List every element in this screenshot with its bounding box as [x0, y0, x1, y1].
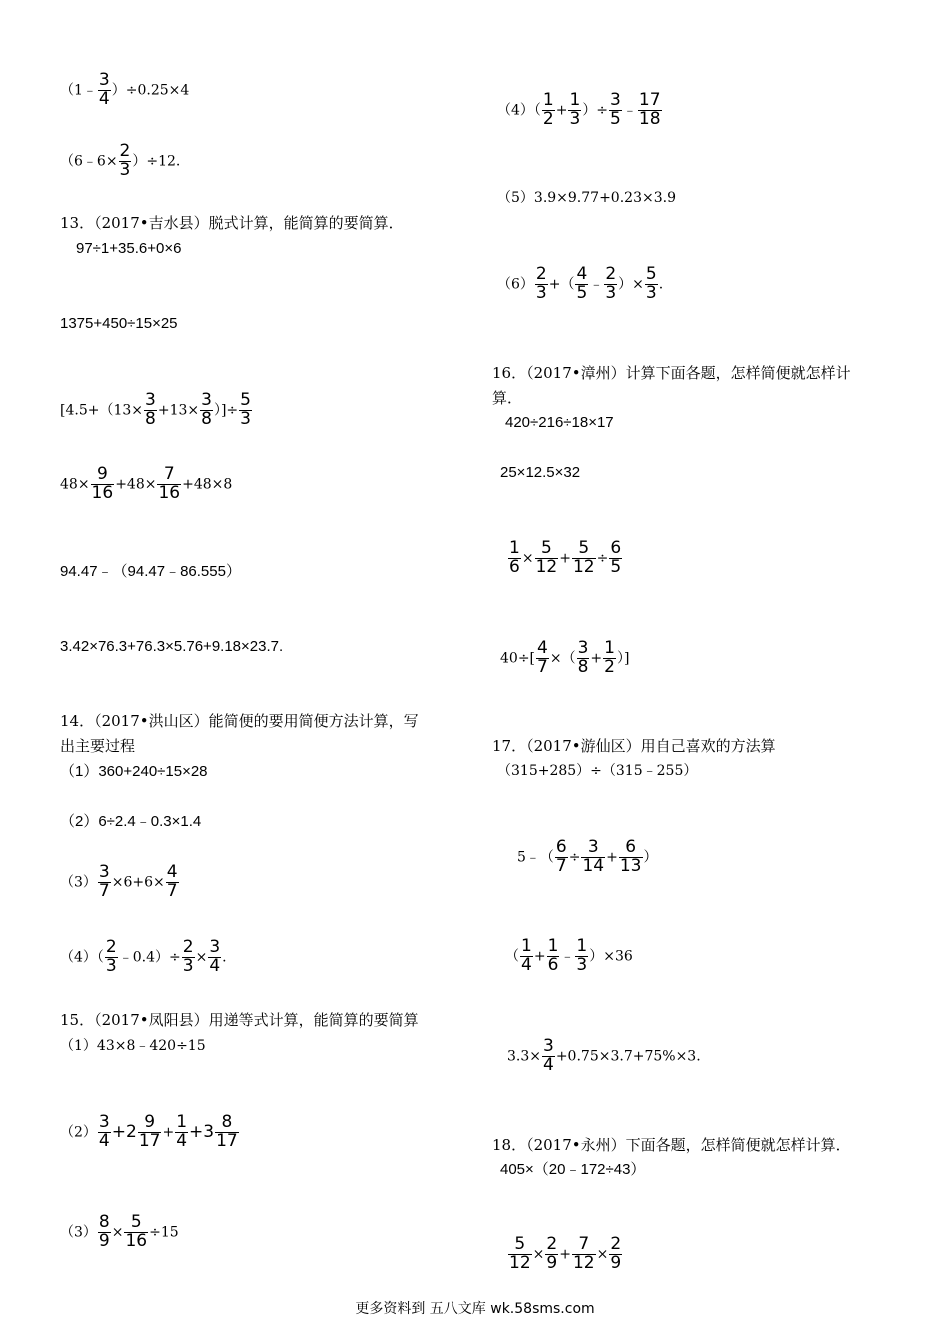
fraction-denominator: 4 — [98, 88, 110, 109]
fraction-denominator: 14 — [582, 855, 605, 876]
fraction-numerator: 1 — [576, 936, 588, 956]
fraction-denominator: 17 — [216, 1130, 238, 1151]
fraction-numerator: 3 — [581, 839, 605, 858]
fraction-numerator: 7 — [572, 1236, 596, 1255]
fraction — [572, 1236, 596, 1273]
fraction — [536, 640, 549, 677]
fraction-numerator: 3 — [209, 937, 221, 957]
expr-right-6 — [497, 266, 663, 303]
expr-text: ÷15 — [149, 1224, 179, 1241]
fraction-denominator: 16 — [125, 1230, 148, 1251]
fraction-denominator: 12 — [535, 556, 558, 577]
expr-text: （ — [505, 948, 519, 965]
q16-expr-3 — [507, 540, 623, 577]
fraction-denominator: 3 — [119, 159, 131, 180]
fraction — [555, 839, 568, 876]
fraction-numerator: 3 — [98, 862, 110, 882]
fraction-numerator: 1 — [176, 1112, 188, 1132]
fraction — [575, 266, 588, 303]
fraction-denominator: 16 — [91, 482, 114, 503]
fraction-numerator: 8 — [215, 1114, 239, 1133]
fraction-denominator: 8 — [577, 656, 589, 677]
fraction — [215, 1114, 239, 1151]
fraction-numerator: 3 — [145, 390, 156, 410]
fraction-denominator: 3 — [182, 955, 194, 976]
expr-text: + — [162, 1124, 175, 1141]
fraction — [609, 540, 622, 577]
fraction — [638, 92, 662, 129]
fraction-numerator: 17 — [638, 90, 661, 110]
fraction-numerator: 9 — [138, 1114, 162, 1133]
fraction-denominator: 7 — [555, 855, 567, 876]
q15-expr-2 — [60, 1114, 240, 1151]
fraction — [542, 1038, 555, 1075]
expr-right-4 — [497, 92, 663, 129]
expr-text: ×6+6× — [111, 874, 165, 891]
expr-left-2 — [60, 143, 180, 180]
fraction — [520, 938, 533, 975]
fraction-numerator: 1 — [569, 90, 581, 110]
expr-text: × — [596, 1246, 609, 1263]
fraction-numerator: 4 — [537, 638, 548, 658]
fraction — [542, 92, 555, 129]
fraction — [239, 392, 252, 429]
fraction-denominator: 8 — [201, 408, 212, 429]
fraction-numerator: 3 — [98, 70, 110, 90]
expr-text: + — [533, 948, 546, 965]
expr-text: ÷ — [568, 849, 581, 866]
fraction-denominator: 4 — [209, 955, 221, 976]
fraction-numerator: 2 — [182, 937, 194, 957]
expr-text: . — [222, 949, 227, 966]
expr-text: +（ — [548, 276, 575, 293]
expr-text: ）÷12. — [132, 153, 181, 170]
fraction — [98, 1114, 111, 1151]
expr-text: 3.3× — [507, 1048, 541, 1065]
fraction — [98, 1214, 111, 1251]
fraction-denominator: 3 — [605, 282, 617, 303]
expr-text: + — [590, 650, 603, 667]
q17-expr-3 — [505, 938, 633, 975]
expr-text: （4）（ — [497, 102, 541, 119]
expr-text: ）× — [618, 276, 644, 293]
expr-right-5: （5）3.9×9.77+0.23×3.9 — [497, 190, 676, 206]
fraction-numerator: 3 — [610, 90, 621, 110]
expr-text: × — [521, 550, 534, 567]
q14-expr-1: （1）360+240÷15×28 — [60, 763, 208, 780]
q16-expr-1: 420÷216÷18×17 — [505, 414, 614, 431]
fraction-numerator: 5 — [535, 540, 559, 559]
expr-text: +0.75×3.7+75%×3. — [555, 1048, 701, 1065]
fraction-denominator: 3 — [240, 408, 251, 429]
fraction-numerator: 2 — [119, 141, 131, 161]
expr-text: ×（ — [549, 650, 576, 667]
fraction-denominator: 9 — [98, 1230, 110, 1251]
fraction-numerator: 8 — [98, 1212, 110, 1232]
fraction — [98, 864, 111, 901]
q14-title-2: 出主要过程 — [60, 737, 136, 755]
fraction-numerator: 4 — [576, 264, 588, 284]
fraction-denominator: 4 — [543, 1054, 554, 1075]
expr-text: （6﹣6× — [60, 153, 118, 170]
fraction — [568, 92, 581, 129]
q14-expr-2: （2）6÷2.4﹣0.3×1.4 — [60, 813, 202, 830]
fraction — [572, 540, 596, 577]
fraction — [575, 938, 588, 975]
q15-expr-1: （1）43×8﹣420÷15 — [60, 1038, 206, 1054]
fraction-denominator: 9 — [546, 1252, 558, 1273]
fraction-denominator: 3 — [535, 282, 547, 303]
q15-expr-3 — [60, 1214, 179, 1251]
q13-expr-4 — [60, 466, 232, 503]
fraction-numerator: 7 — [157, 466, 181, 485]
fraction — [508, 1236, 532, 1273]
fraction-denominator: 2 — [604, 656, 615, 677]
fraction — [166, 864, 179, 901]
expr-text: （1﹣ — [60, 82, 97, 99]
fraction — [645, 266, 658, 303]
expr-text: ） — [643, 849, 658, 866]
fraction-numerator: 3 — [543, 1036, 554, 1056]
expr-text: ）×36 — [589, 948, 633, 965]
q14-title-1: 14．（2017•洪山区）能简便的要用简便方法计算，写 — [60, 712, 419, 730]
fraction — [535, 266, 548, 303]
fraction-denominator: 6 — [509, 556, 520, 577]
fraction-denominator: 18 — [638, 108, 661, 129]
q17-expr-4 — [507, 1038, 701, 1075]
expr-text: ﹣ — [560, 948, 575, 965]
expr-text: +48×8 — [182, 476, 233, 493]
expr-text: + — [559, 550, 571, 567]
fraction-denominator: 3 — [105, 955, 117, 976]
expr-text: （3） — [60, 1224, 97, 1241]
expr-text: +13× — [157, 402, 200, 419]
q13-title: 13．（2017•吉水县）脱式计算，能简算的要简算． — [60, 214, 404, 232]
fraction-numerator: 2 — [610, 1234, 622, 1254]
q16-title-1: 16．（2017•漳州）计算下面各题，怎样简便就怎样计 — [492, 364, 851, 382]
q18-expr-2 — [507, 1236, 623, 1273]
expr-text: ﹣ — [589, 276, 604, 293]
q16-expr-2: 25×12.5×32 — [500, 464, 581, 481]
fraction-denominator: 5 — [610, 108, 621, 129]
q18-title: 18．（2017•永州）下面各题，怎样简便就怎样计算． — [492, 1136, 851, 1154]
fraction — [98, 72, 111, 109]
fraction-denominator: 12 — [572, 1252, 595, 1273]
expr-text: [4.5+（13× — [60, 402, 144, 419]
q13-expr-6: 3.42×76.3+76.3×5.76+9.18×23.7. — [60, 638, 284, 655]
fraction-numerator: 5 — [124, 1214, 148, 1233]
fraction-denominator: 7 — [166, 880, 178, 901]
q13-expr-2: 1375+450÷15×25 — [60, 315, 178, 332]
fraction-denominator: 3 — [645, 282, 657, 303]
fraction-numerator: 1 — [547, 936, 559, 956]
fraction-numerator: 5 — [572, 540, 596, 559]
fraction — [175, 1114, 188, 1151]
fraction-denominator: 4 — [521, 954, 532, 975]
fraction — [545, 1236, 558, 1273]
fraction — [124, 1214, 148, 1251]
expr-text: + — [559, 1246, 571, 1263]
q14-expr-3 — [60, 864, 180, 901]
fraction-numerator: 2 — [546, 1234, 558, 1254]
expr-text: 48× — [60, 476, 90, 493]
fraction-numerator: 9 — [91, 466, 115, 485]
fraction — [182, 939, 195, 976]
fraction-denominator: 9 — [610, 1252, 622, 1273]
fraction-denominator: 5 — [610, 556, 622, 577]
fraction — [547, 938, 560, 975]
fraction-numerator: 6 — [619, 839, 643, 858]
fraction — [157, 466, 181, 503]
fraction — [609, 92, 622, 129]
expr-text: 5﹣（ — [517, 849, 554, 866]
expr-text: +2 — [111, 1121, 137, 1142]
fraction-denominator: 4 — [176, 1130, 188, 1151]
q17-title: 17．（2017•游仙区）用自己喜欢的方法算 — [492, 737, 776, 755]
expr-text: ﹣ — [622, 102, 637, 119]
fraction-numerator: 5 — [508, 1236, 532, 1255]
fraction — [208, 939, 221, 976]
fraction — [535, 540, 559, 577]
q18-expr-1: 405×（20﹣172÷43） — [500, 1161, 646, 1178]
fraction-numerator: 1 — [542, 90, 554, 110]
expr-text: + — [606, 849, 618, 866]
fraction — [144, 392, 157, 429]
q16-title-2: 算． — [492, 389, 523, 407]
fraction — [577, 640, 590, 677]
fraction-denominator: 4 — [98, 1130, 110, 1151]
expr-left-1 — [60, 72, 189, 109]
fraction-denominator: 7 — [537, 656, 548, 677]
fraction-numerator: 1 — [509, 538, 520, 558]
expr-text: 40÷[ — [500, 650, 536, 667]
expr-text: . — [658, 276, 664, 293]
expr-text: +3 — [189, 1121, 215, 1142]
fraction-numerator: 3 — [577, 638, 589, 658]
q17-expr-2 — [517, 839, 658, 876]
fraction — [200, 392, 213, 429]
fraction-numerator: 3 — [98, 1112, 110, 1132]
fraction-denominator: 8 — [145, 408, 156, 429]
expr-text: +48× — [115, 476, 157, 493]
q13-expr-3 — [60, 392, 253, 429]
fraction-denominator: 12 — [509, 1252, 531, 1273]
expr-text: ）] — [616, 650, 630, 667]
fraction — [119, 143, 132, 180]
expr-text: × — [532, 1246, 545, 1263]
fraction — [508, 540, 521, 577]
q16-expr-4 — [500, 640, 629, 677]
expr-text: （6） — [497, 276, 534, 293]
fraction-denominator: 17 — [138, 1130, 161, 1151]
fraction — [91, 466, 115, 503]
q14-expr-4 — [60, 939, 227, 976]
expr-text: （2） — [60, 1124, 97, 1141]
footer-link[interactable]: 更多资料到 五八文库 wk.58sms.com — [355, 1301, 595, 1317]
fraction — [105, 939, 118, 976]
fraction — [603, 640, 616, 677]
q17-expr-1: （315+285）÷（315﹣255） — [497, 763, 698, 779]
fraction-denominator: 3 — [576, 954, 588, 975]
expr-text: + — [555, 102, 568, 119]
fraction — [609, 1236, 622, 1273]
fraction-denominator: 12 — [572, 556, 595, 577]
expr-text: ）÷ — [582, 102, 609, 119]
fraction-numerator: 5 — [645, 264, 657, 284]
expr-text: ÷ — [596, 550, 609, 567]
expr-text: × — [111, 1224, 124, 1241]
fraction-denominator: 3 — [569, 108, 581, 129]
q15-title: 15．（2017•凤阳县）用递等式计算，能简算的要简算 — [60, 1011, 419, 1029]
fraction-numerator: 6 — [610, 538, 622, 558]
expr-text: （4）（ — [60, 949, 104, 966]
q13-expr-1: 97÷1+35.6+0×6 — [76, 240, 182, 257]
fraction-denominator: 6 — [547, 954, 559, 975]
fraction-numerator: 3 — [201, 390, 212, 410]
fraction-denominator: 13 — [619, 855, 642, 876]
fraction — [581, 839, 605, 876]
fraction-numerator: 1 — [521, 936, 532, 956]
expr-text: ）]÷ — [213, 402, 239, 419]
fraction — [604, 266, 617, 303]
fraction-numerator: 2 — [105, 937, 117, 957]
fraction-numerator: 5 — [240, 390, 251, 410]
fraction-denominator: 7 — [98, 880, 110, 901]
fraction-numerator: 2 — [535, 264, 547, 284]
fraction-denominator: 16 — [158, 482, 181, 503]
fraction-numerator: 1 — [604, 638, 615, 658]
expr-text: （3） — [60, 874, 97, 891]
fraction — [619, 839, 643, 876]
fraction-denominator: 2 — [542, 108, 554, 129]
fraction-numerator: 2 — [605, 264, 617, 284]
fraction-numerator: 4 — [166, 862, 178, 882]
fraction — [138, 1114, 162, 1151]
fraction-denominator: 5 — [576, 282, 588, 303]
q13-expr-5: 94.47﹣（94.47﹣86.555） — [60, 563, 241, 580]
fraction-numerator: 6 — [555, 837, 567, 857]
expr-text: ﹣0.4）÷ — [118, 949, 181, 966]
expr-text: ）÷0.25×4 — [111, 82, 190, 99]
expr-text: × — [195, 949, 208, 966]
